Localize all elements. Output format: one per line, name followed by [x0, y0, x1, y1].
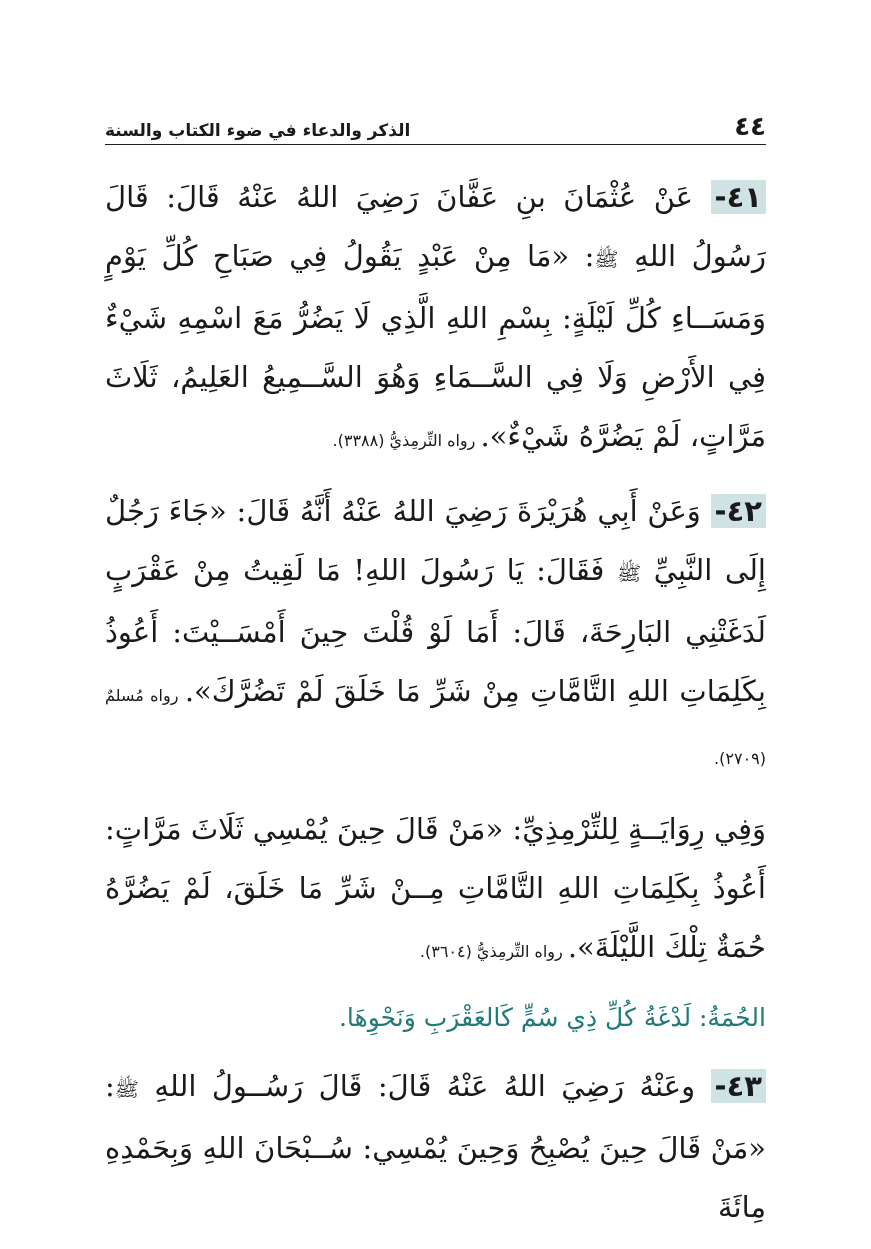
running-title: الذكر والدعاء في ضوء الكتاب والسنة	[105, 121, 411, 141]
hadith-reference: رواه مُسلمٌ (٢٧٠٩).	[105, 686, 766, 768]
hadith-text: عَنْ عُثْمَانَ بنِ عَفَّانَ رَضِيَ اللهُ عَنْهُ قَالَ: قَالَ رَسُولُ اللهِ	[105, 180, 766, 273]
riwaya-reference: رواه التِّرمِذيُّ (٣٦٠٤).	[419, 942, 568, 961]
salawat-glyph: ﷺ	[114, 1077, 139, 1101]
hadith-number: ٤٢-	[711, 494, 766, 528]
riwaya-tirmidhi	[105, 800, 766, 981]
page-content	[105, 168, 766, 1249]
hadith-text: وَعَنْ أَبِي هُرَيْرَةَ رَضِيَ اللهُ عَنْهُ أَنَّهُ قَالَ: «جَاءَ رَجُلٌ إِلَى النَّبِيِّ	[105, 494, 766, 587]
hadith-reference: رواه التِّرمِذيُّ (٣٣٨٨).	[332, 431, 481, 450]
hadith-text: : «مَا مِنْ عَبْدٍ يَقُولُ فِي صَبَاحِ كُلِّ يَوْمٍ وَمَسَــاءِ كُلِّ لَيْلَةٍ: بِسْمِ اللهِ الَّذِي لَا يَضُرُّ مَعَ اسْمِهِ شَيْءٌ فِي الأَرْضِ وَلَا فِي السَّــمَاءِ وَهُوَ السَّــمِيعُ العَلِيمُ، ثَلَاثَ مَرَّاتٍ، لَمْ يَضُرَّهُ شَيْءٌ».	[105, 239, 766, 453]
hadith-number: ٤١-	[711, 180, 766, 214]
glossary-note: الحُمَةُ: لَدْغَةُ كُلِّ ذِي سُمٍّ كَالعَقْرَبِ وَنَحْوِهَا.	[338, 1003, 766, 1032]
hadith-number: ٤٣-	[711, 1069, 766, 1103]
hadith-text: فَقَالَ: يَا رَسُولَ اللهِ! مَا لَقِيتُ مِنْ عَقْرَبٍ لَدَغَتْنِي البَارِحَةَ، قَالَ: أَمَا لَوْ قُلْتَ حِينَ أَمْسَــيْتَ: أَعُوذُ بِكَلِمَاتِ اللهِ التَّامَّاتِ مِنْ شَرِّ مَا خَلَقَ لَمْ تَضُرَّكَ».	[105, 553, 766, 708]
hadith-43	[105, 1057, 766, 1237]
riwaya-text: وَفِي رِوَايَــةٍ لِلتِّرْمِذِيِّ: «مَنْ قَالَ حِينَ يُمْسِي ثَلَاثَ مَرَّاتٍ: أَعُوذُ بِكَلِمَاتِ اللهِ التَّامَّاتِ مِــنْ شَرِّ مَا خَلَقَ، لَمْ يَضُرَّهُ حُمَةٌ تِلْكَ اللَّيْلَةَ».	[105, 812, 766, 964]
page-header	[105, 100, 766, 145]
hadith-42	[105, 482, 766, 788]
page-number: ٤٤	[734, 112, 766, 142]
hadith-41	[105, 168, 766, 470]
hadith-text: : «مَنْ قَالَ حِينَ يُصْبِحُ وَحِينَ يُمْسِي: سُــبْحَانَ اللهِ وَبِحَمْدِهِ مِائَةَ	[105, 1069, 766, 1224]
salawat-glyph: ﷺ	[616, 561, 642, 585]
salawat-glyph: ﷺ	[594, 247, 619, 271]
hadith-text: وعَنْهُ رَضِيَ اللهُ عَنْهُ قَالَ: قَالَ رَسُــولُ اللهِ	[138, 1069, 711, 1103]
